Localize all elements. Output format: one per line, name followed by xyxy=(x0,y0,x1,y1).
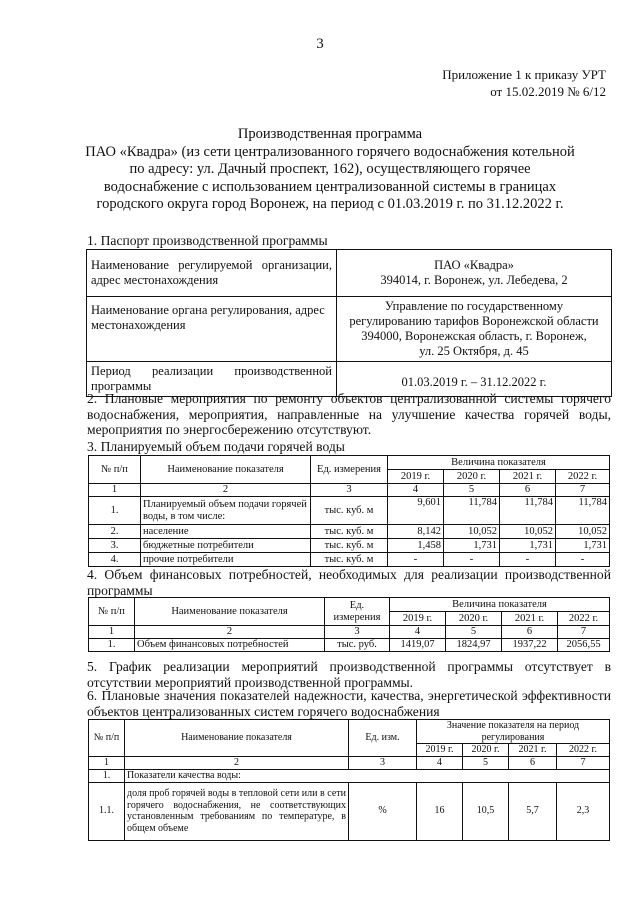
section3-heading: 3. Планируемый объем подачи горячей воды xyxy=(87,439,345,454)
table-row xyxy=(89,484,610,497)
row-value: 8,142 xyxy=(388,525,444,539)
row-value: 1937,22 xyxy=(502,639,558,652)
header-unit: Ед. измерения xyxy=(325,598,390,626)
row-name: прочие потребители xyxy=(141,553,311,567)
org-address: 394014, г. Воронеж, ул. Лебедева, 2 xyxy=(380,273,568,287)
year-2021: 2021 г. xyxy=(500,470,556,484)
year-2019: 2019 г. xyxy=(388,470,444,484)
supply-volume-table xyxy=(88,455,610,567)
table-row xyxy=(89,757,610,770)
table-row xyxy=(89,456,610,470)
row-value: 2056,55 xyxy=(558,639,610,652)
row-unit: тыс. куб. м xyxy=(311,525,388,539)
row-value: 1,731 xyxy=(500,539,556,553)
passport-period-label: Период реализации производственной программы xyxy=(87,362,337,397)
row-name: доля проб горячей воды в тепловой сети или в сети горячего водоснабжения, не соответствующих установленным требованиям по температуре, в общем объеме xyxy=(125,782,349,840)
regulator-line1: Управление по государственному xyxy=(384,299,564,313)
table-row xyxy=(89,598,610,612)
header-value: Величина показателя xyxy=(390,598,610,612)
year-2020: 2020 г. xyxy=(444,470,500,484)
row-value: - xyxy=(388,553,444,567)
table-row xyxy=(89,497,610,525)
row-value: - xyxy=(500,553,556,567)
colnum: 3 xyxy=(325,626,390,639)
title-line1: Производственная программа xyxy=(237,126,423,142)
passport-regulator-label: Наименование органа регулирования, адрес местонахождения xyxy=(87,297,337,362)
year-2019: 2019 г. xyxy=(390,612,446,626)
row-name: Планируемый объем подачи горячей воды, в том числе: xyxy=(141,497,311,525)
header-num: № п/п xyxy=(89,456,141,484)
row-unit: % xyxy=(349,782,417,840)
section1-heading: 1. Паспорт производственной программы xyxy=(87,233,328,248)
row-num: 1.1. xyxy=(89,782,125,840)
colnum: 7 xyxy=(556,484,610,497)
table-row xyxy=(89,720,610,744)
colnum: 6 xyxy=(509,757,557,770)
row-value: 1,731 xyxy=(556,539,610,553)
section5-text: 5. График реализации мероприятий производственной программы отсутствует в отсутствии мероприятий производственной программы. xyxy=(87,659,611,690)
colnum: 7 xyxy=(558,626,610,639)
header-unit: Ед. измерения xyxy=(311,456,388,484)
table-row xyxy=(89,769,610,782)
appendix-line1: Приложение 1 к приказу УРТ xyxy=(442,67,606,82)
title-line2: ПАО «Квадра» (из сети централизованного горячего водоснабжения котельной xyxy=(85,143,575,160)
table-row xyxy=(89,782,610,840)
table-row xyxy=(89,539,610,553)
year-2022: 2022 г. xyxy=(558,612,610,626)
colnum: 5 xyxy=(463,757,509,770)
header-num: № п/п xyxy=(89,598,135,626)
row-name: Объем финансовых потребностей xyxy=(135,639,325,652)
title-line4: водоснабжение с использованием централизованной системы в границах xyxy=(103,178,557,195)
passport-regulator-value xyxy=(337,297,612,362)
row-value: 10,052 xyxy=(556,525,610,539)
row-unit: тыс. куб. м xyxy=(311,497,388,525)
year-2022: 2022 г. xyxy=(556,470,610,484)
row-value: 11,784 xyxy=(500,497,556,525)
colnum: 7 xyxy=(557,757,610,770)
row-value: 5,7 xyxy=(509,782,557,840)
appendix-line2: от 15.02.2019 № 6/12 xyxy=(490,84,606,99)
row-value: - xyxy=(556,553,610,567)
header-name: Наименование показателя xyxy=(135,598,325,626)
colnum: 2 xyxy=(125,757,349,770)
table-row xyxy=(89,553,610,567)
colnum: 6 xyxy=(500,484,556,497)
group-name: Показатели качества воды: xyxy=(125,769,610,782)
colnum: 3 xyxy=(311,484,388,497)
section2-text: 2. Плановые мероприятия по ремонту объектов централизованной системы горячего водоснабжения, мероприятия, направленные на улучшение качества горячей воды, мероприятия по энергосбережению отсутствуют. xyxy=(87,391,611,437)
year-2021: 2021 г. xyxy=(509,744,557,757)
table-row xyxy=(87,250,612,297)
regulator-line3: 394000, Воронежская область, г. Воронеж, xyxy=(361,329,587,343)
row-value: - xyxy=(444,553,500,567)
row-value: 10,052 xyxy=(500,525,556,539)
colnum: 2 xyxy=(141,484,311,497)
title-line5: городского округа город Воронеж, на период с 01.03.2019 г. по 31.12.2022 г. xyxy=(96,196,564,212)
colnum: 1 xyxy=(89,484,141,497)
regulator-line2: регулированию тарифов Воронежской области xyxy=(349,314,599,328)
row-value: 9,601 xyxy=(388,497,444,525)
row-value: 11,784 xyxy=(444,497,500,525)
header-name: Наименование показателя xyxy=(125,720,349,757)
row-value: 1,731 xyxy=(444,539,500,553)
year-2019: 2019 г. xyxy=(417,744,463,757)
passport-table xyxy=(86,249,612,397)
row-num: 2. xyxy=(89,525,141,539)
table-row xyxy=(89,525,610,539)
org-name: ПАО «Квадра» xyxy=(434,258,514,272)
row-num: 1. xyxy=(89,639,135,652)
row-name: бюджетные потребители xyxy=(141,539,311,553)
colnum: 5 xyxy=(446,626,502,639)
row-value: 2,3 xyxy=(557,782,610,840)
regulator-line4: ул. 25 Октября, д. 45 xyxy=(419,344,529,358)
title-line3: по адресу: ул. Дачный проспект, 162), осуществляющего горячее xyxy=(129,161,531,177)
colnum: 1 xyxy=(89,757,125,770)
row-num: 1. xyxy=(89,497,141,525)
row-value: 10,5 xyxy=(463,782,509,840)
colnum: 5 xyxy=(444,484,500,497)
year-2021: 2021 г. xyxy=(502,612,558,626)
indicators-table xyxy=(88,719,610,841)
header-value: Значение показателя на период регулирования xyxy=(417,720,610,744)
colnum: 4 xyxy=(417,757,463,770)
passport-org-value xyxy=(337,250,612,297)
row-unit: тыс. куб. м xyxy=(311,539,388,553)
row-num: 4. xyxy=(89,553,141,567)
row-value: 1,458 xyxy=(388,539,444,553)
page-number: 3 xyxy=(316,36,324,52)
row-value: 11,784 xyxy=(556,497,610,525)
row-value: 16 xyxy=(417,782,463,840)
year-2020: 2020 г. xyxy=(463,744,509,757)
colnum: 6 xyxy=(502,626,558,639)
colnum: 4 xyxy=(388,484,444,497)
header-num: № п/п xyxy=(89,720,125,757)
table-row xyxy=(87,297,612,362)
header-name: Наименование показателя xyxy=(141,456,311,484)
colnum: 3 xyxy=(349,757,417,770)
section4-heading: 4. Объем финансовых потребностей, необходимых для реализации производственной программы xyxy=(87,567,611,598)
table-row xyxy=(89,626,610,639)
year-2022: 2022 г. xyxy=(557,744,610,757)
row-unit: тыс. куб. м xyxy=(311,553,388,567)
section6-heading: 6. Плановые значения показателей надежности, качества, энергетической эффективности объектов централизованных систем горячего водоснабжения xyxy=(87,688,611,719)
document-title xyxy=(60,126,600,214)
row-unit: тыс. руб. xyxy=(325,639,390,652)
row-name: население xyxy=(141,525,311,539)
colnum: 4 xyxy=(390,626,446,639)
row-value: 1419,07 xyxy=(390,639,446,652)
colnum: 2 xyxy=(135,626,325,639)
passport-org-label: Наименование регулируемой организации, адрес местонахождения xyxy=(87,250,337,297)
row-num: 3. xyxy=(89,539,141,553)
year-2020: 2020 г. xyxy=(446,612,502,626)
row-value: 1824,97 xyxy=(446,639,502,652)
header-value: Величина показателя xyxy=(388,456,610,470)
colnum: 1 xyxy=(89,626,135,639)
header-unit: Ед. изм. xyxy=(349,720,417,757)
passport-period-value: 01.03.2019 г. – 31.12.2022 г. xyxy=(337,362,612,397)
row-value: 10,052 xyxy=(444,525,500,539)
group-num: 1. xyxy=(89,769,125,782)
appendix-reference xyxy=(442,66,606,100)
financial-needs-table xyxy=(88,597,610,652)
table-row xyxy=(89,639,610,652)
